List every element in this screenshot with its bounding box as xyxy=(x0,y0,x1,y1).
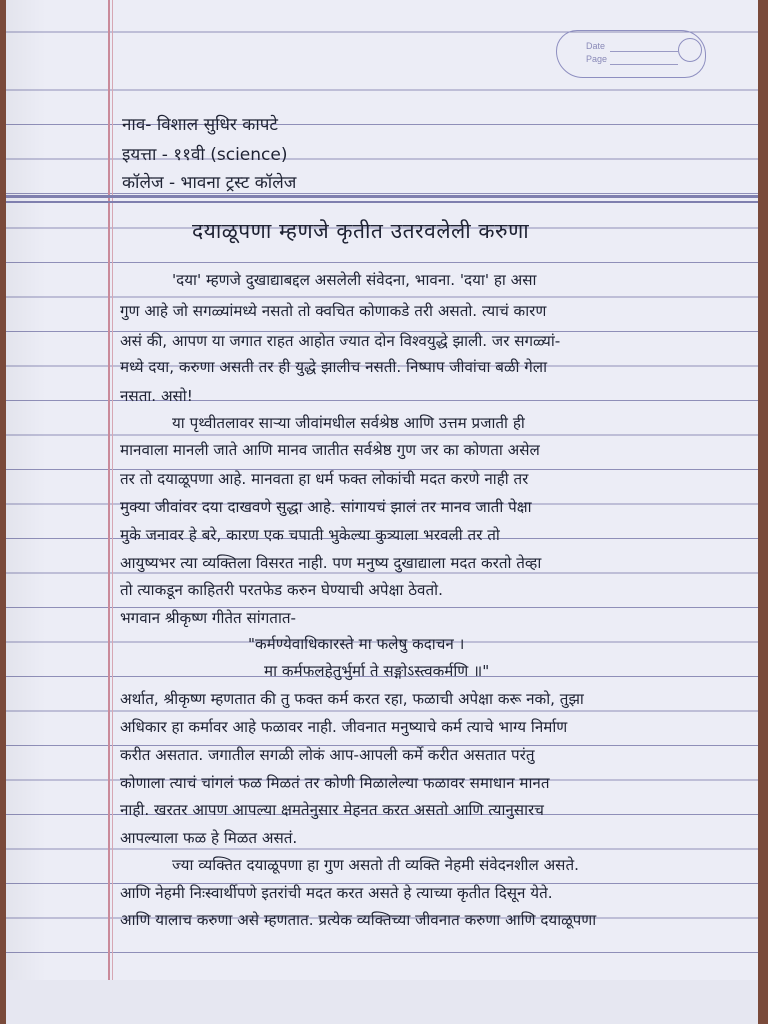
essay-line: ज्या व्यक्तित दयाळूपणा हा गुण असतो ती व्यक्ति नेहमी संवेदनशील असते. xyxy=(172,856,579,874)
essay-line: या पृथ्वीतलावर साऱ्या जीवांमधील सर्वश्रेष्ठ आणि उत्तम प्रजाती ही xyxy=(172,414,525,432)
essay-line: आपल्याला फळ हे मिळत असतं. xyxy=(120,829,298,847)
date-box-swirl-ornament xyxy=(678,38,702,62)
essay-line: मानवाला मानली जाते आणि मानव जातीत सर्वश्रेष्ठ गुण जर का कोणता असेल xyxy=(120,441,540,459)
notebook-page xyxy=(6,0,758,1024)
essay-line: तर तो दयाळूपणा आहे. मानवता हा धर्म फक्त लोकांची मदत करणे नाही तर xyxy=(120,470,529,488)
student-name: नाव- विशाल सुधिर कापटे xyxy=(122,115,278,135)
essay-line: मुक्या जीवांवर दया दाखवणे सुद्धा आहे. सांगायचं झालं तर मानव जाती पेक्षा xyxy=(120,498,532,516)
margin-line-inner xyxy=(112,0,113,980)
essay-line: भगवान श्रीकृष्ण गीतेत सांगतात- xyxy=(120,609,297,627)
header-divider-thin xyxy=(6,201,758,203)
essay-line: मुके जनावर हे बरे, कारण एक चपाती भुकेल्या कुत्र्याला भरवली तर तो xyxy=(120,526,500,544)
essay-line: आणि यालाच करुणा असे म्हणतात. प्रत्येक व्यक्तिच्या जीवनात करुणा आणि दयाळूपणा xyxy=(120,911,597,929)
date-line xyxy=(610,51,678,52)
essay-line: कोणाला त्याचं चांगलं फळ मिळतं तर कोणी मिळालेल्या फळावर समाधान मानत xyxy=(120,774,550,792)
gita-verse-line-1: "कर्मण्येवाधिकारस्ते मा फलेषु कदाचन । xyxy=(248,635,465,653)
essay-line: नसता. असो! xyxy=(120,387,193,405)
header-divider xyxy=(6,195,758,198)
page-line xyxy=(610,64,678,65)
student-college: कॉलेज - भावना ट्रस्ट कॉलेज xyxy=(122,173,297,193)
essay-line: 'दया' म्हणजे दुखाद्याबद्दल असलेली संवेदना, भावना. 'दया' हा असा xyxy=(172,271,537,289)
page-label: Page xyxy=(586,54,608,64)
essay-line: नाही. खरतर आपण आपल्या क्षमतेनुसार मेहनत करत असतो आणि त्यानुसारच xyxy=(120,801,544,819)
essay-line: मध्ये दया, करुणा असती तर ही युद्धे झालीच नसती. निष्पाप जीवांचा बळी गेला xyxy=(120,358,548,376)
page-bottom-margin xyxy=(6,980,758,1024)
essay-line: करीत असतात. जगातील सगळी लोकं आप-आपली कर्मे करीत असतात परंतु xyxy=(120,746,535,764)
gita-verse-line-2: मा कर्मफलहेतुर्भुर्मा ते सङ्गोऽस्त्वकर्मणि ॥" xyxy=(264,662,490,680)
essay-line: तो त्याकडून काहितरी परतफेड करुन घेण्याची अपेक्षा ठेवतो. xyxy=(120,581,443,599)
essay-line: आणि नेहमी निःस्वार्थीपणे इतरांची मदत करत असते हे त्याच्या कृतीत दिसून येते. xyxy=(120,884,553,902)
essay-title: दयाळूपणा म्हणजे कृतीत उतरवलेली करुणा xyxy=(192,219,530,243)
date-label: Date xyxy=(586,41,606,51)
essay-line: असं की, आपण या जगात राहत आहोत ज्यात दोन विश्वयुद्धे झाली. जर सगळ्यां- xyxy=(120,332,561,350)
essay-line: अधिकार हा कर्मावर आहे फळावर नाही. जीवनात मनुष्याचे कर्म त्याचे भाग्य निर्माण xyxy=(120,718,568,736)
essay-line: अर्थात, श्रीकृष्ण म्हणतात की तु फक्त कर्म करत रहा, फळाची अपेक्षा करू नको, तुझा xyxy=(120,690,584,708)
margin-line xyxy=(108,0,110,980)
essay-line: गुण आहे जो सगळ्यांमध्ये नसतो तो क्वचित कोणाकडे तरी असतो. त्याचं कारण xyxy=(120,302,547,320)
student-class: इयत्ता - ११वी (science) xyxy=(122,145,288,165)
essay-line: आयुष्यभर त्या व्यक्तिला विसरत नाही. पण मनुष्य दुखाद्याला मदत करतो तेव्हा xyxy=(120,554,542,572)
